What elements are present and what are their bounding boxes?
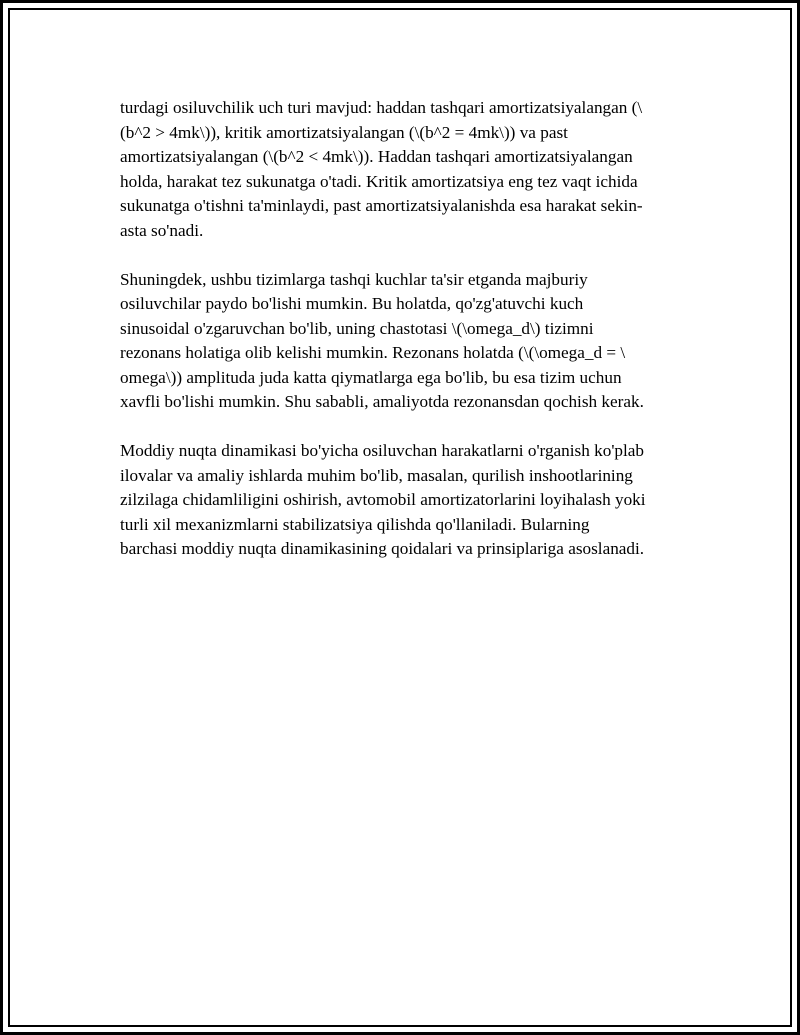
- paragraph-applications: Moddiy nuqta dinamikasi bo'yicha osiluvchan harakatlarni o'rganish ko'plab ilovalar va amaliy ishlarda muhim bo'lib, masalan, qurilish inshootlarining zilzilaga chidamliligini oshirish, avtomobil amortizatorlarini loyihalash yoki turli xil mexanizmlarni stabilizatsiya qilishda qo'llaniladi. Bularning barchasi moddiy nuqta dinamikasining qoidalari va prinsiplariga asoslanadi.: [120, 441, 646, 558]
- document-body: [120, 96, 695, 586]
- paragraph-forced-oscillations: Shuningdek, ushbu tizimlarga tashqi kuchlar ta'sir etganda majburiy osiluvchilar paydo bo'lishi mumkin. Bu holatda, qo'zg'atuvchi kuch sinusoidal o'zgaruvchan bo'lib, uning chastotasi \(\omega_d\) tizimni rezonans holatiga olib kelishi mumkin. Rezonans holatda (\(\omega_d = \ omega\)) amplituda juda katta qiymatlarga ega bo'lib, bu esa tizim uchun xavfli bo'lishi mumkin. Shu sababli, amaliyotda rezonansdan qochish kerak.: [120, 269, 644, 411]
- paragraph-damping-types: turdagi osiluvchilik uch turi mavjud: haddan tashqari amortizatsiyalangan (\ (b^2 > 4mk\)), kritik amortizatsiyalangan (\(b^2 = 4mk\)) va past amortizatsiyalangan (\(b^2 < 4mk\)). Haddan tashqari amortizatsiyalangan holda, harakat tez sukunatga o'tadi. Kritik amortizatsiya eng tez vaqt ichida sukunatga o'tishni ta'minlaydi, past amortizatsiyalanishda esa harakat sekin- asta so'nadi.: [120, 98, 643, 240]
